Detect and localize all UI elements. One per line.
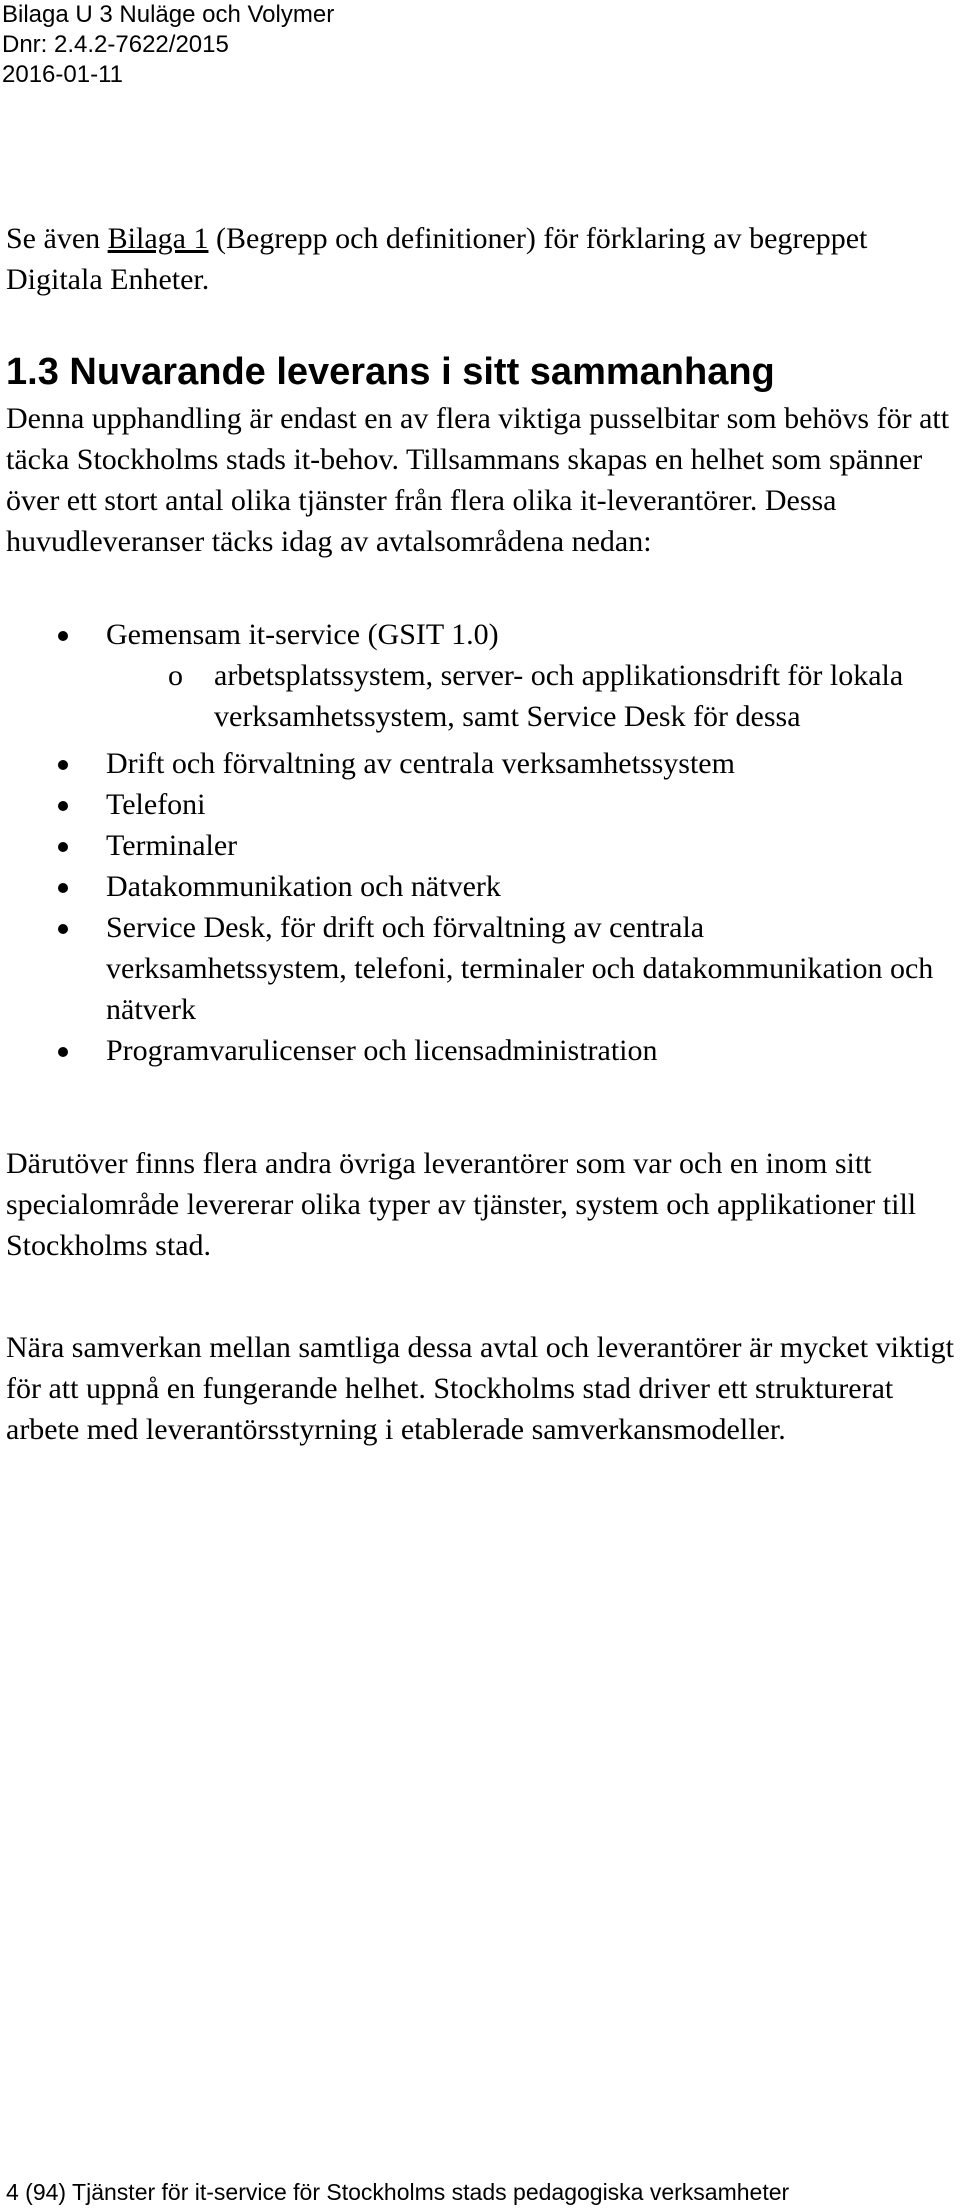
- collaboration-paragraph: Nära samverkan mellan samtliga dessa avtal och leverantörer är mycket viktigt för att uppnå en fungerande helhet. Stockholms stad driver ett strukturerat arbete med leverantörsstyrning i etablerade samverkansmodeller.: [6, 1331, 954, 1446]
- service-area-list: [0, 614, 960, 1071]
- suppliers-paragraph: Därutöver finns flera andra övriga leverantörer som var och en inom sitt specialområde levererar olika typer av tjänster, system och applikationer till Stockholms stad.: [6, 1147, 917, 1262]
- header-reference-number: Dnr: 2.4.2-7622/2015: [2, 31, 229, 58]
- intro-paragraph: [6, 218, 956, 300]
- bullet-icon: [58, 1047, 68, 1057]
- list-item: [0, 614, 946, 655]
- intro-suffix: (Begrepp och definitioner) för förklaring av begreppet Digitala Enheter.: [6, 222, 868, 296]
- list-item: [0, 1030, 946, 1071]
- list-item: [0, 907, 946, 1030]
- list-item: [0, 784, 946, 825]
- sub-bullet-icon: o: [168, 659, 183, 692]
- bullet-icon: [58, 842, 68, 852]
- document-header: [2, 0, 334, 90]
- bullet-icon: [58, 760, 68, 770]
- list-item-text: Service Desk, för drift och förvaltning av centrala verksamhetssystem, telefoni, terminaler och datakommunikation och nätverk: [106, 911, 934, 1026]
- section-paragraph: Denna upphandling är endast en av flera viktiga pusselbitar som behövs för att täcka Stockholms stads it-behov. Tillsammans skapas en helhet som spänner över ett stort antal olika tjänster från flera olika it-leverantörer. Dessa huvudleveranser täcks idag av avtalsområdena nedan:: [6, 402, 950, 558]
- header-date: 2016-01-11: [2, 61, 123, 88]
- list-item: [0, 866, 946, 907]
- list-item-text: Terminaler: [106, 829, 238, 862]
- sub-list-item: [0, 655, 944, 737]
- list-item-text: Telefoni: [106, 788, 206, 821]
- bullet-icon: [58, 924, 68, 934]
- bullet-icon: [58, 801, 68, 811]
- bullet-icon: [58, 631, 68, 641]
- list-item-text: Programvarulicenser och licensadministration: [106, 1034, 658, 1067]
- list-item-text: Drift och förvaltning av centrala verksamhetssystem: [106, 747, 735, 780]
- intro-prefix: Se även: [6, 222, 108, 255]
- sub-list-item-text: arbetsplatssystem, server- och applikationsdrift för lokala verksamhetssystem, samt Service Desk för dessa: [214, 659, 904, 733]
- bullet-icon: [58, 883, 68, 893]
- list-item: [0, 825, 946, 866]
- bilaga-1-link[interactable]: Bilaga 1: [107, 222, 209, 255]
- list-item-text: Gemensam it-service (GSIT 1.0): [106, 618, 499, 651]
- section-heading: 1.3 Nuvarande leverans i sitt sammanhang: [6, 351, 775, 393]
- header-title: Bilaga U 3 Nuläge och Volymer: [2, 1, 335, 28]
- list-item: [0, 743, 946, 784]
- page-footer: 4 (94) Tjänster för it-service för Stockholms stads pedagogiska verksamheter: [6, 2179, 790, 2205]
- list-item-text: Datakommunikation och nätverk: [106, 870, 501, 903]
